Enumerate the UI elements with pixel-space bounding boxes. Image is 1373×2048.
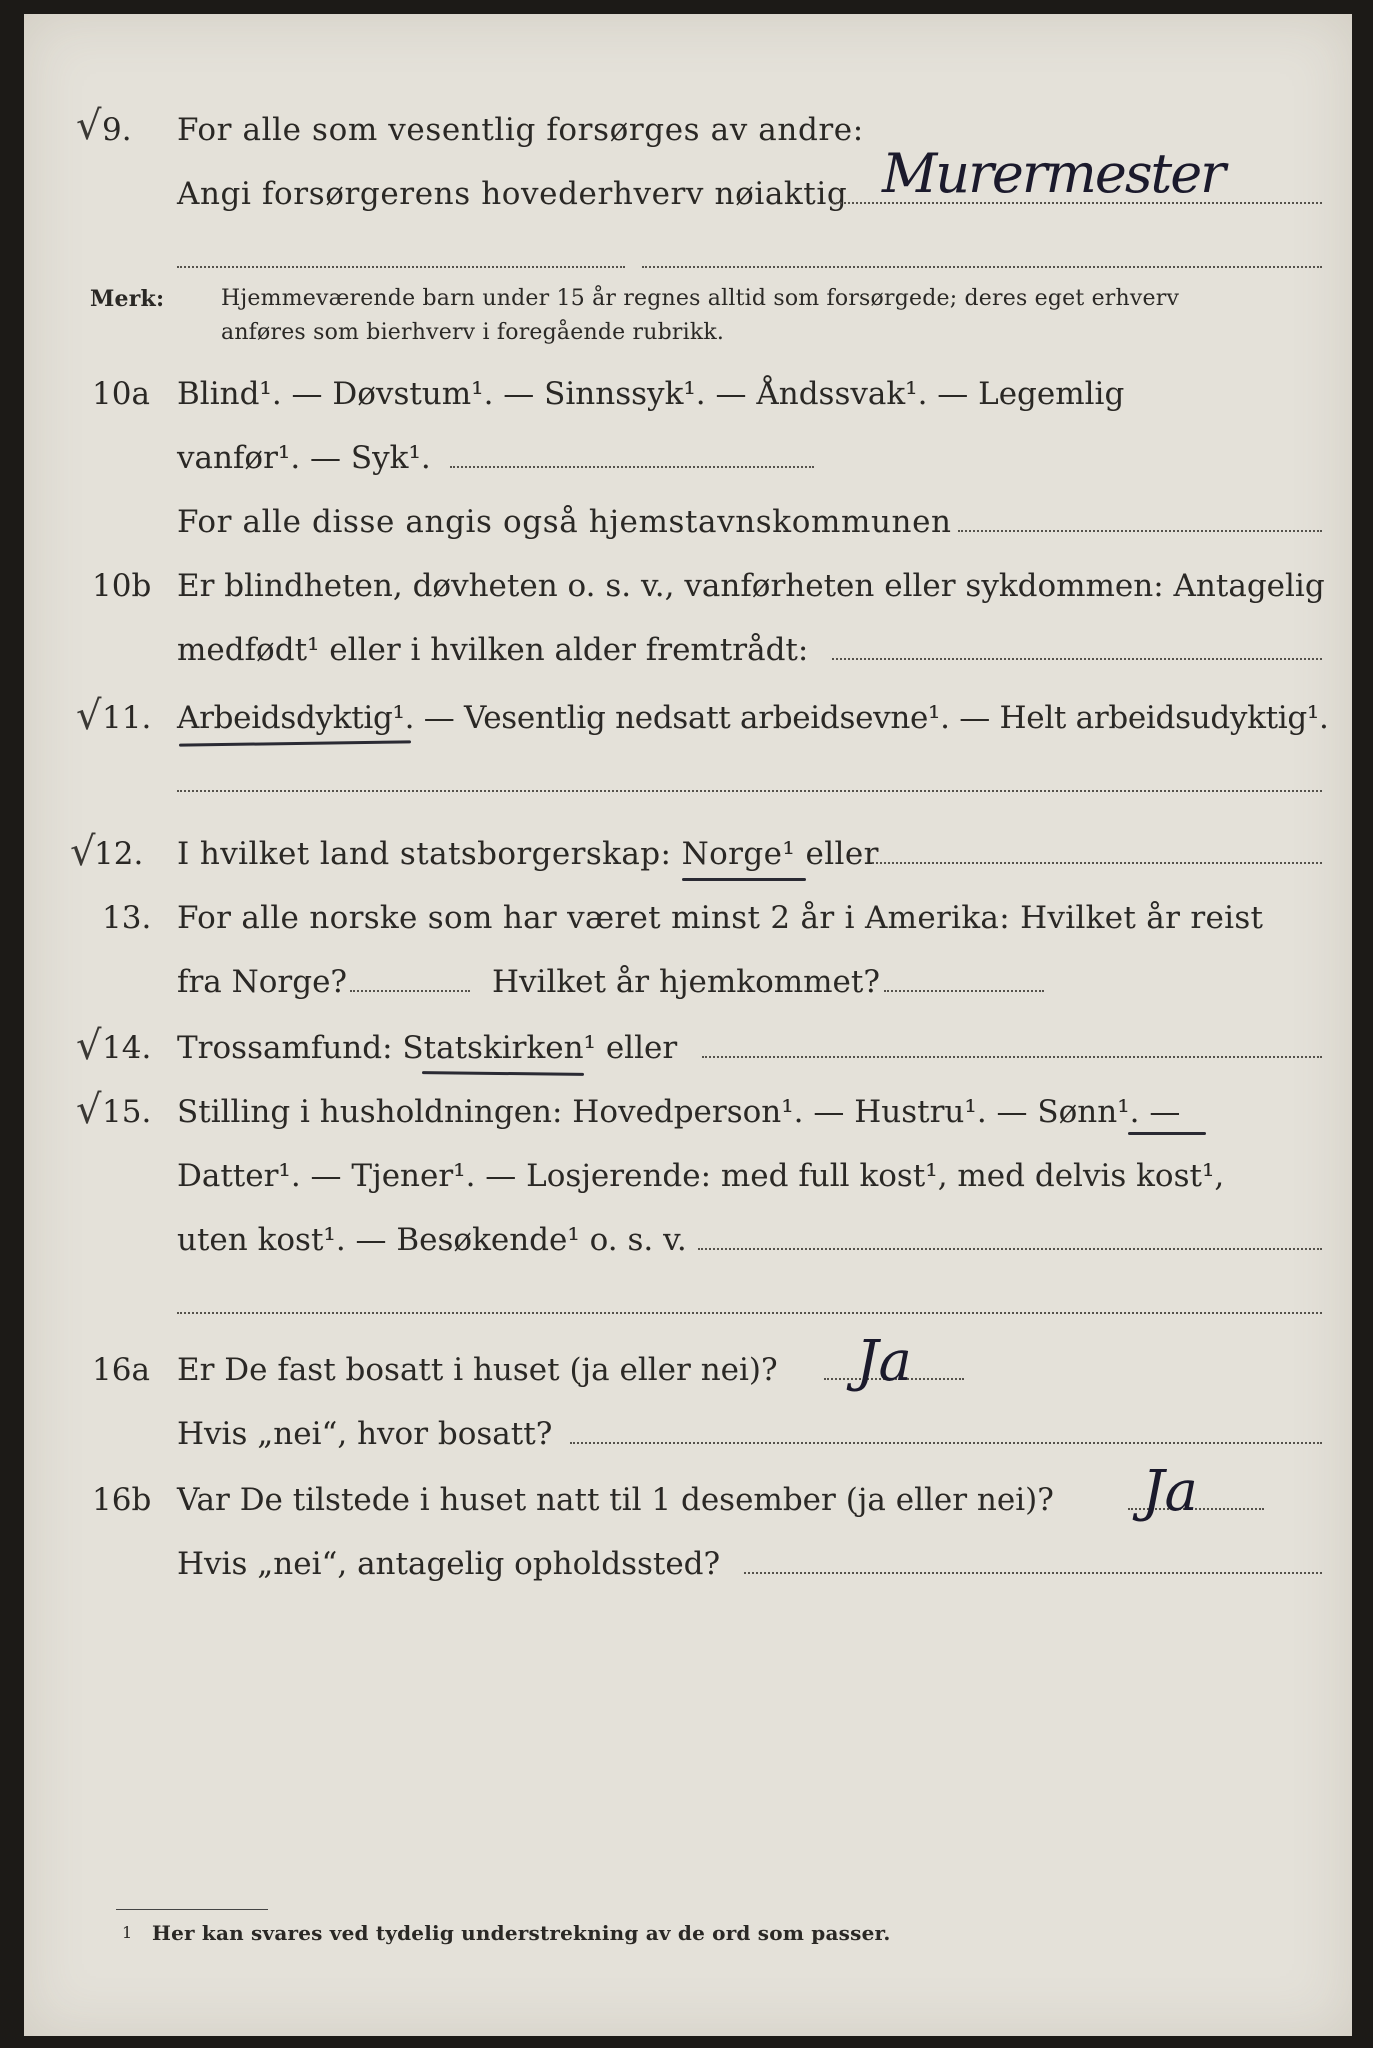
q10b-number: 10b [92, 568, 152, 604]
q11-number: 11. [102, 700, 152, 736]
q9-number: 9. [102, 112, 132, 148]
q10b-line1: Er blindheten, døvheten o. s. v., vanførheten eller sykdommen: Antagelig [177, 568, 1325, 604]
q10a-line3: For alle disse angis også hjemstavnskommunen [177, 504, 952, 540]
q16b-handwritten-answer: Ja [1142, 1459, 1198, 1524]
merk-line1: Hjemmeværende barn under 15 år regnes alltid som forsørgede; deres eget erhverv [221, 286, 1180, 311]
checkmark-9: √ [76, 103, 102, 149]
q9-line1: For alle som vesentlig forsørges av andre: [177, 112, 864, 148]
q16b-line2: Hvis „nei“, antagelig opholdssted? [177, 1546, 721, 1582]
q14-underline-statskirken [422, 1071, 584, 1076]
checkmark-15: √ [76, 1087, 102, 1133]
q14-answer-line [702, 1056, 1322, 1058]
q16b-opholdssted-line [744, 1572, 1322, 1574]
q13-hjemkommet-line [884, 990, 1044, 992]
q11-line1: Arbeidsdyktig¹. — Vesentlig nedsatt arbeidsevne¹. — Helt arbeidsudyktig¹. [177, 700, 1329, 736]
footnote-text: Her kan svares ved tydelig understrekning av de ord som passer. [152, 1921, 891, 1945]
q9-extra-line-b [642, 266, 1322, 268]
q15-line1: Stilling i husholdningen: Hovedperson¹. — Hustru¹. — Sønn¹. — [177, 1094, 1181, 1130]
q16a-bosatt-line [570, 1442, 1322, 1444]
merk-label: Merk: [90, 286, 165, 312]
q16a-line2: Hvis „nei“, hvor bosatt? [177, 1416, 553, 1452]
q15-line2: Datter¹. — Tjener¹. — Losjerende: med full kost¹, med delvis kost¹, [177, 1158, 1225, 1194]
q15-underline-sonn [1128, 1132, 1206, 1135]
q10a-syk-line [450, 466, 814, 468]
q13-reist-line [350, 990, 470, 992]
q12-number: 12. [94, 836, 144, 872]
q15-answer-line [698, 1248, 1322, 1250]
q14-line1: Trossamfund: Statskirken¹ eller [177, 1030, 678, 1066]
q12-underline-norge [682, 878, 806, 881]
q10b-line2: medfødt¹ eller i hvilken alder fremtrådt: [177, 632, 809, 668]
q16a-number: 16a [92, 1352, 150, 1388]
q13-line1: For alle norske som har været minst 2 år i Amerika: Hvilket år reist [177, 900, 1264, 936]
footnote-rule [116, 1909, 268, 1910]
q16b-line1: Var De tilstede i huset natt til 1 desember (ja eller nei)? [177, 1482, 1054, 1518]
q11-underline-arbeidsdyktig [179, 740, 411, 746]
q9-line2: Angi forsørgerens hovederhverv nøiaktig [177, 176, 848, 212]
q13-line2b: Hvilket år hjemkommet? [492, 964, 880, 1000]
q16b-number: 16b [92, 1482, 152, 1518]
footnote-mark: 1 [122, 1923, 133, 1942]
q10a-number: 10a [92, 376, 150, 412]
q16a-line1: Er De fast bosatt i huset (ja eller nei)? [177, 1352, 778, 1388]
q12-line1: I hvilket land statsborgerskap: Norge¹ eller [177, 836, 879, 872]
q14-number: 14. [102, 1030, 152, 1066]
q10a-line2: vanfør¹. — Syk¹. [177, 440, 431, 476]
q13-number: 13. [102, 900, 152, 936]
q15-line3: uten kost¹. — Besøkende¹ o. s. v. [177, 1222, 687, 1258]
q9-handwritten-answer: Murermester [882, 142, 1224, 205]
checkmark-11: √ [76, 693, 102, 739]
q15-extra-line [177, 1312, 1322, 1314]
q15-number: 15. [102, 1094, 152, 1130]
q10b-answer-line [832, 658, 1322, 660]
merk-line2: anføres som bierhverv i foregående rubrikk. [221, 320, 725, 345]
q13-line2a: fra Norge? [177, 964, 348, 1000]
q16a-handwritten-answer: Ja [856, 1329, 912, 1394]
q9-extra-line-a [177, 266, 625, 268]
q10a-hjemstavn-line [958, 530, 1322, 532]
checkmark-14: √ [76, 1023, 102, 1069]
census-form-page [24, 14, 1352, 2036]
q11-answer-line [177, 790, 1322, 792]
q10a-line1: Blind¹. — Døvstum¹. — Sinnssyk¹. — Åndssvak¹. — Legemlig [177, 376, 1125, 412]
q12-answer-line [872, 862, 1322, 864]
checkmark-12: √ [70, 829, 96, 875]
